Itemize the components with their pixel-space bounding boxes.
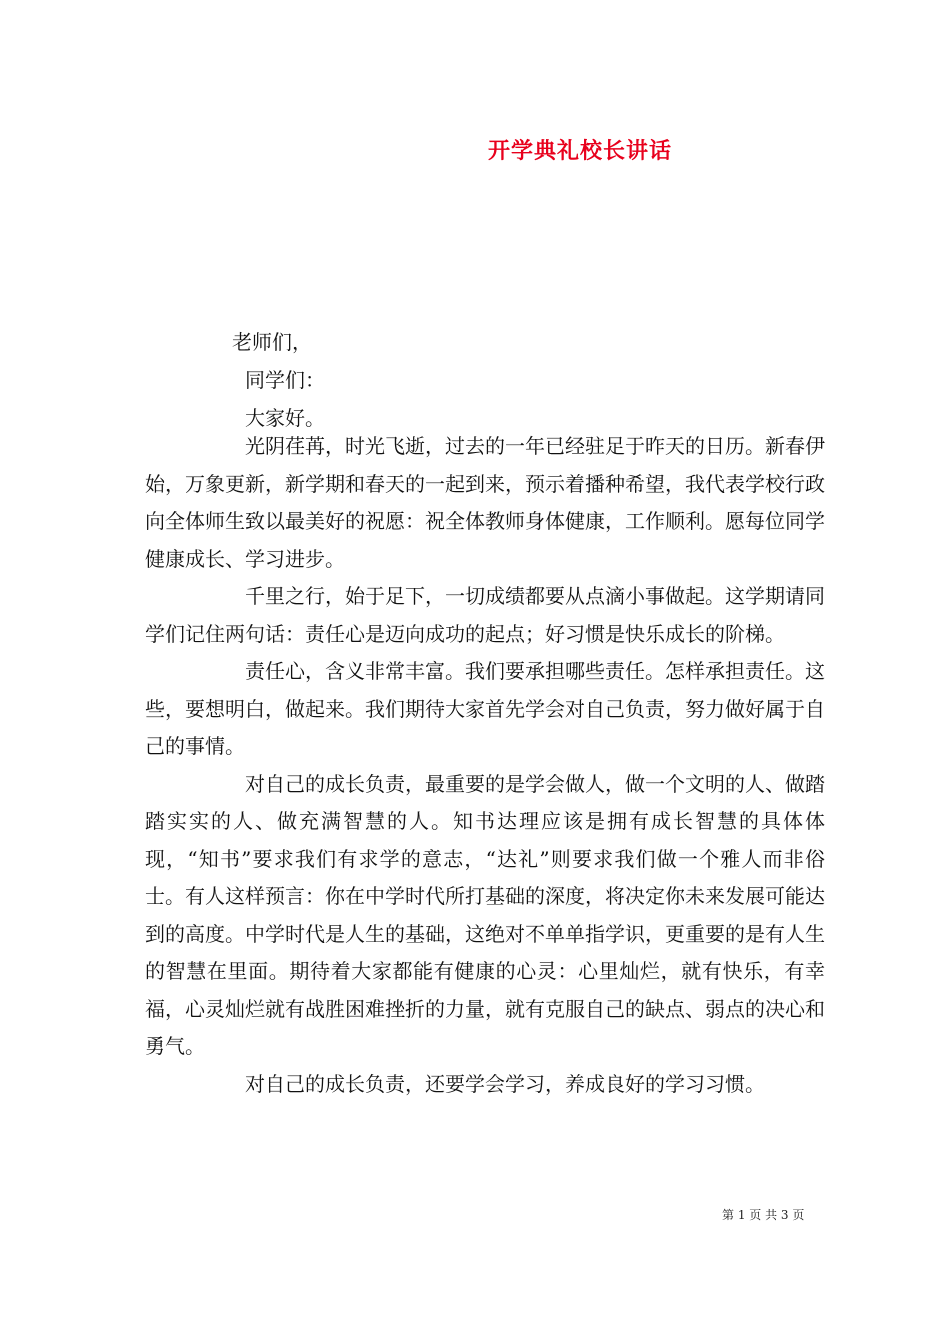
page-number-footer: 第 1 页 共 3 页 <box>722 1208 805 1222</box>
paragraph: 责任心，含义非常丰富。我们要承担哪些责任。怎样承担责任。这些，要想明白，做起来。我们期待大家首先学会对自己负责，努力做好属于自己的事情。 <box>145 659 825 758</box>
speech-body <box>145 428 825 1103</box>
salutation-greeting: 大家好。 <box>245 406 325 430</box>
salutation-teachers: 老师们， <box>232 330 312 354</box>
salutation-students: 同学们： <box>245 368 325 392</box>
document-title: 开学典礼校长讲话 <box>488 138 673 164</box>
paragraph: 对自己的成长负责，还要学会学习，养成良好的学习习惯。 <box>245 1071 765 1096</box>
paragraph: 千里之行，始于足下，一切成绩都要从点滴小事做起。这学期请同学们记住两句话：责任心是迈向成功的起点；好习惯是快乐成长的阶梯。 <box>145 584 825 646</box>
paragraph: 对自己的成长负责，最重要的是学会做人，做一个文明的人、做踏踏实实的人、做充满智慧的人。知书达理应该是拥有成长智慧的具体体现，“知书”要求我们有求学的意志，“达礼”则要求我们做一个雅人而非俗士。有人这样预言：你在中学时代所打基础的深度，将决定你未来发展可能达到的高度。中学时代是人生的基础，这绝对不单单指学识，更重要的是有人生的智慧在里面。期待着大家都能有健康的心灵：心里灿烂，就有快乐，有幸福，心灵灿烂就有战胜困难挫折的力量，就有克服自己的缺点、弱点的决心和勇气。 <box>145 771 825 1058</box>
paragraph: 光阴荏苒，时光飞逝，过去的一年已经驻足于昨天的日历。新春伊始，万象更新，新学期和春天的一起到来，预示着播种希望，我代表学校行政向全体师生致以最美好的祝愿：祝全体教师身体健康，工作顺利。愿每位同学健康成长、学习进步。 <box>145 434 825 571</box>
